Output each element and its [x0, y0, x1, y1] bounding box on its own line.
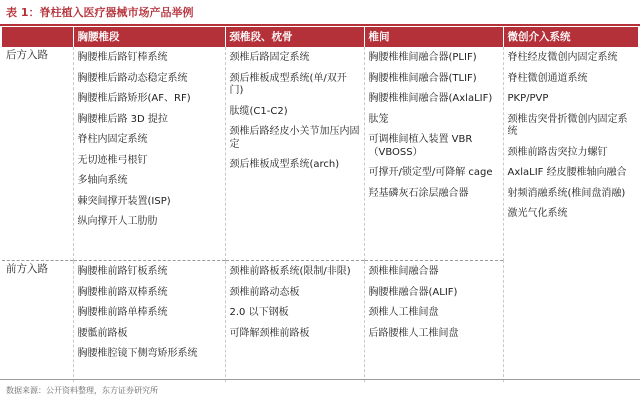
- list-item: 肽笼: [368, 113, 389, 125]
- list-item: 颈椎后路经皮小关节加压内固定: [229, 126, 360, 150]
- list-item: 后路腰椎人工椎间盘: [368, 327, 459, 339]
- table-bottom-rule: [0, 379, 640, 380]
- list-item: 胸腰椎椎间融合器(PLIF): [368, 52, 477, 63]
- cell-posterior-thoracolumbar: [73, 47, 225, 261]
- product-table: [2, 27, 638, 382]
- header-cervical: 颈椎段、枕骨: [225, 27, 364, 47]
- list-item: 可调椎间植入装置 VBR（VBOSS）: [368, 134, 473, 158]
- list-item: 颈椎前路板系统(限制/非限): [229, 266, 351, 277]
- row-label-posterior: 后方入路: [6, 49, 48, 61]
- list-item: 纵向撑开人工肋肋: [77, 216, 158, 227]
- header-thoracolumbar: 胸腰椎段: [73, 27, 225, 47]
- row-label-anterior: 前方入路: [2, 261, 73, 383]
- list-item: PKP/PVP: [507, 93, 549, 104]
- list-item: 颈后椎板成型系统(arch): [229, 159, 340, 170]
- list-item: 羟基磷灰石涂层融合器: [368, 187, 469, 199]
- list-item: 多轴向系统: [77, 175, 128, 186]
- list-item: 胸腰椎前路双棒系统: [77, 286, 168, 298]
- cell-anterior-cervical: [225, 261, 364, 383]
- cell-anterior-interbody: [364, 261, 503, 383]
- list-item: AxlaLIF 经皮腰椎轴向融合: [507, 167, 627, 178]
- list-item: 胸腰椎前路钉板系统: [77, 266, 168, 277]
- cell-minimally-invasive: [503, 47, 638, 382]
- list-item: 2.0 以下钢板: [229, 307, 289, 318]
- list-item: 可撑开/锁定型/可降解 cage: [368, 167, 493, 178]
- source-note: 数据来源：公开资料整理，东方证券研究所: [6, 386, 158, 395]
- table-row-posterior: [2, 47, 638, 261]
- header-row: [2, 27, 638, 47]
- list-item: 肽缆(C1-C2): [229, 105, 288, 117]
- list-item: 无切迹椎弓根钉: [77, 154, 148, 166]
- list-item: 胸腰椎后路矫形(AF、RF): [77, 93, 191, 104]
- cell-anterior-thoracolumbar: [73, 261, 225, 383]
- list-item: 颈椎后路固定系统: [229, 52, 310, 63]
- header-corner: [2, 27, 73, 47]
- list-item: 颈椎前路动态板: [229, 286, 300, 298]
- header-interbody: 椎间: [364, 27, 503, 47]
- list-item: 颈椎人工椎间盘: [368, 307, 439, 318]
- list-item: 脊柱经皮微创内固定系统: [507, 52, 618, 63]
- cell-posterior-interbody: [364, 47, 503, 261]
- list-item: 颈椎齿突骨折微创内固定系统: [507, 113, 628, 137]
- list-item: 颈后椎板成型系统(单/双开门): [229, 72, 347, 96]
- list-item: 颈椎椎间融合器: [368, 266, 439, 277]
- list-item: 激光气化系统: [507, 208, 568, 219]
- table-title: 表 1：脊柱植入医疗器械市场产品举例: [6, 6, 194, 19]
- title-rule: [0, 24, 640, 26]
- list-item: 胸腰椎后路 3D 提拉: [77, 113, 168, 125]
- list-item: 颈椎前路齿突拉力螺钉: [507, 146, 608, 158]
- cell-posterior-cervical: [225, 47, 364, 261]
- header-minimally-invasive: 微创介入系统: [503, 27, 638, 47]
- list-item: 胸腰椎后路钉棒系统: [77, 52, 168, 63]
- list-item: 棘突间撑开装置(ISP): [77, 195, 171, 207]
- list-item: 胸腰椎椎间融合器(TLIF): [368, 72, 477, 84]
- list-item: 胸腰椎腔镜下侧弯矫形系统: [77, 348, 198, 359]
- list-item: 胸腰椎前路单棒系统: [77, 307, 168, 318]
- list-item: 胸腰椎后路动态稳定系统: [77, 72, 188, 84]
- list-item: 脊柱微创通道系统: [507, 72, 588, 84]
- list-item: 胸腰椎融合器(ALIF): [368, 286, 458, 298]
- list-item: 脊柱内固定系统: [77, 134, 148, 145]
- list-item: 胸腰椎椎间融合器(AxlaLIF): [368, 93, 493, 104]
- list-item: 可降解颈椎前路板: [229, 327, 310, 339]
- list-item: 射频消融系统(椎间盘消融): [507, 187, 626, 199]
- list-item: 腰骶前路板: [77, 327, 128, 339]
